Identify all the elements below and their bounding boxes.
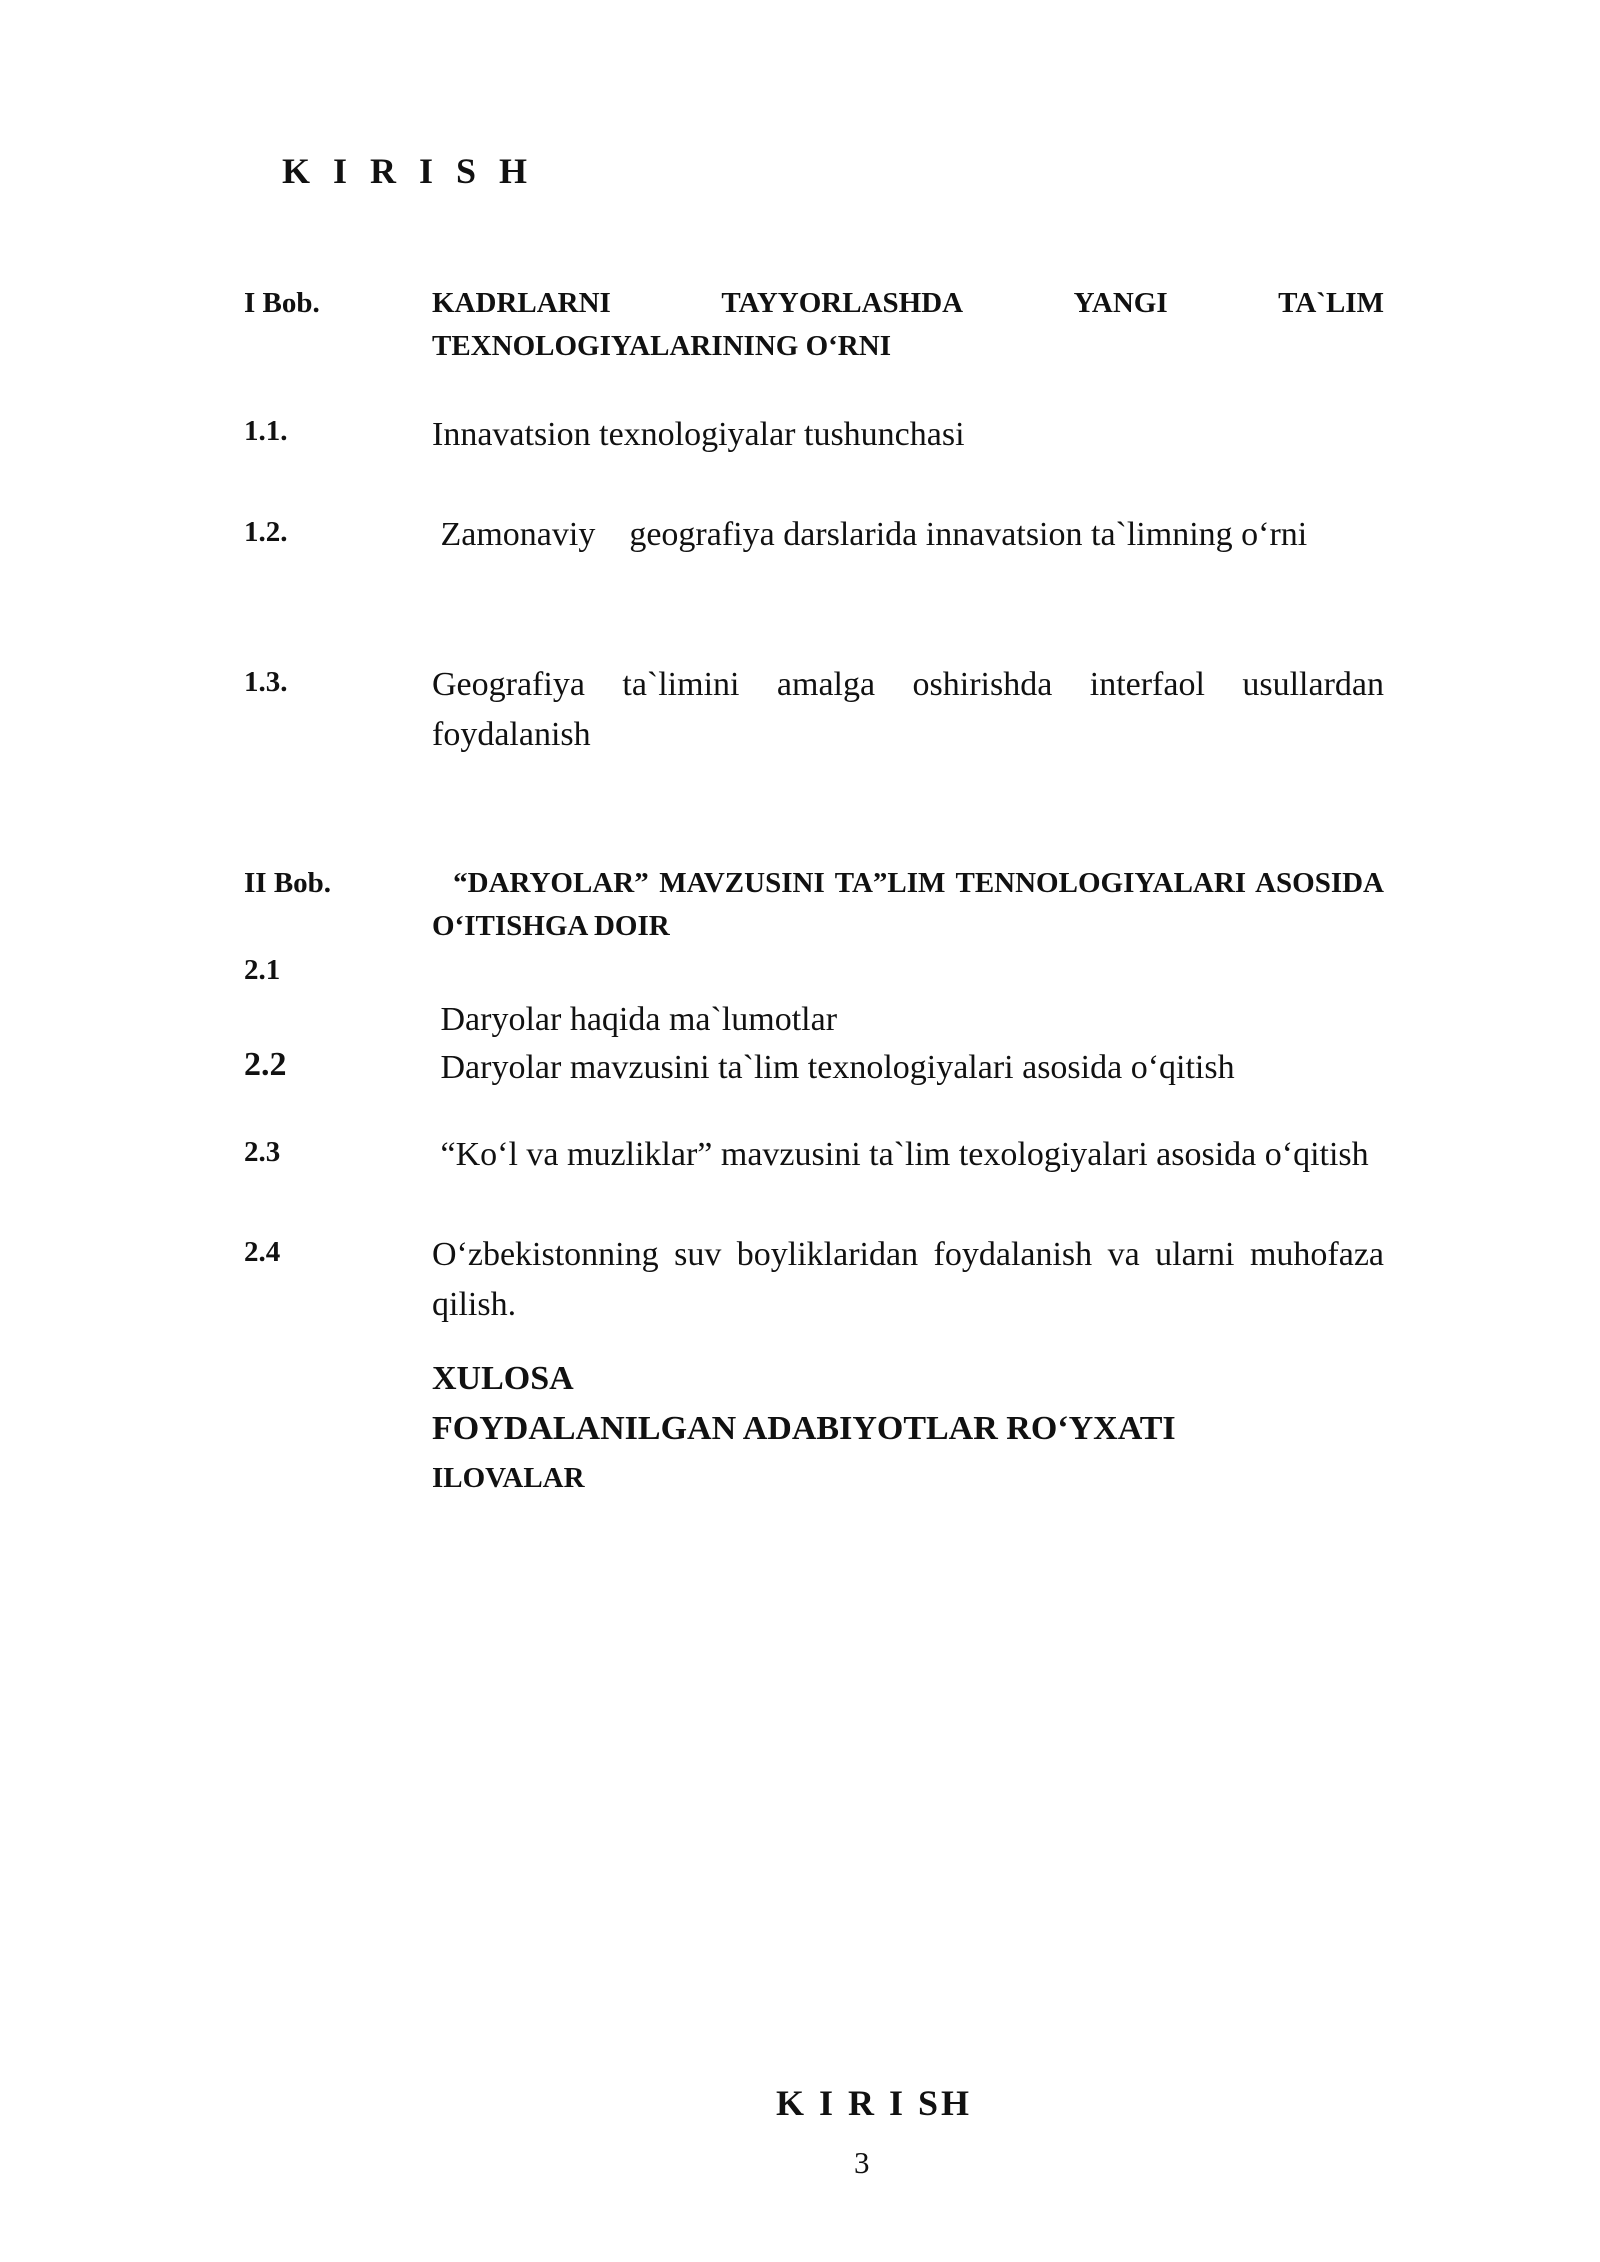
conclusion-heading: XULOSA bbox=[432, 1360, 574, 1397]
entry-number: 2.3 bbox=[244, 1136, 281, 1168]
chapter-1-word: TA`LIM bbox=[1278, 287, 1384, 319]
entry-title: Daryolar mavzusini ta`lim texnologiyalari asosida o‘qitish bbox=[432, 1049, 1235, 1086]
chapter-2-title: “DARYOLAR” MAVZUSINI TA”LIM TENNOLOGIYALARI ASOSIDA O‘ITISHGA DOIR bbox=[432, 867, 1392, 942]
entry-number: 1.3. bbox=[244, 666, 288, 698]
entry-number: 2.4 bbox=[244, 1236, 281, 1268]
page-number: 3 bbox=[854, 2145, 870, 2180]
chapter-1-title bbox=[432, 282, 1384, 368]
entry-number: 1.1. bbox=[244, 415, 288, 447]
entry-number: 2.1 bbox=[244, 954, 281, 986]
entry-number: 2.2 bbox=[244, 1046, 287, 1083]
entry-title: Zamonaviy geografiya darslarida innavatsion ta`limning o‘rni bbox=[432, 516, 1308, 553]
chapter-1-word: KADRLARNI bbox=[432, 287, 611, 319]
page-heading: K I R I S H bbox=[282, 151, 535, 191]
chapter-1-title-line2: TEXNOLOGIYALARINING O‘RNI bbox=[432, 330, 891, 362]
chapter-1-word: YANGI bbox=[1073, 287, 1168, 319]
references-heading: FOYDALANILGAN ADABIYOTLAR RO‘YXATI bbox=[432, 1410, 1176, 1447]
chapter-1-word: TAYYORLASHDA bbox=[721, 287, 964, 319]
chapter-1-title-line1 bbox=[432, 282, 1384, 325]
entry-title: Geografiya ta`limini amalga oshirishda interfaol usullardan foydalanish bbox=[432, 666, 1384, 753]
entry-number: 1.2. bbox=[244, 516, 288, 548]
entry-title: Daryolar haqida ma`lumotlar bbox=[432, 1001, 838, 1038]
chapter-1-label: I Bob. bbox=[244, 287, 320, 319]
footer-heading: K I R I SH bbox=[776, 2083, 973, 2123]
entry-title: O‘zbekistonning suv boyliklaridan foydalanish va ularni muhofaza qilish. bbox=[432, 1236, 1401, 1323]
entry-title: “Ko‘l va muzliklar” mavzusini ta`lim texologiyalari asosida o‘qitish bbox=[432, 1136, 1369, 1173]
appendices-heading: ILOVALAR bbox=[432, 1462, 585, 1494]
entry-title: Innavatsion texnologiyalar tushunchasi bbox=[432, 416, 965, 453]
chapter-2-label: II Bob. bbox=[244, 867, 332, 899]
